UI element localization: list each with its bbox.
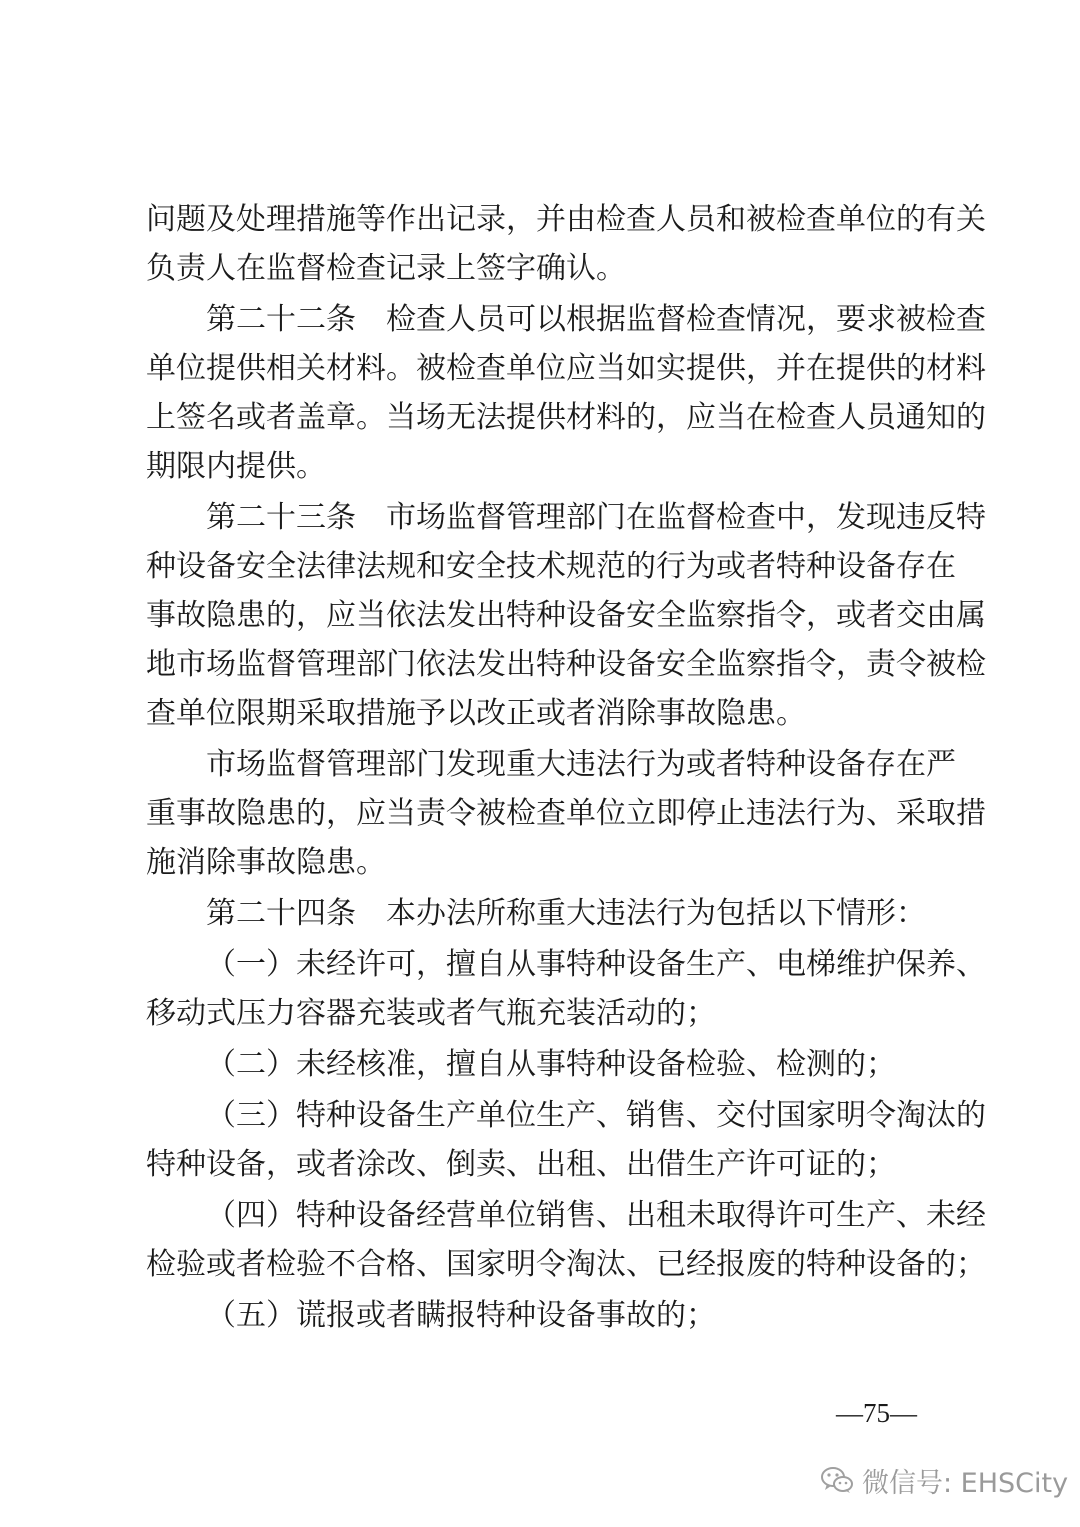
text-line: 重事故隐患的，应当责令被检查单位立即停止违法行为、采取措 xyxy=(146,796,986,831)
text-line: 施消除事故隐患。 xyxy=(146,845,386,880)
paragraph-start-line: 市场监督管理部门发现重大违法行为或者特种设备存在严 xyxy=(206,747,956,782)
article-heading-line: 第二十三条 市场监督管理部门在监督检查中，发现违反特 xyxy=(206,500,986,535)
watermark-text: 微信号: EHSCity xyxy=(862,1467,1069,1499)
text-line: 期限内提供。 xyxy=(146,449,326,484)
text-line: 问题及处理措施等作出记录，并由检查人员和被检查单位的有关 xyxy=(146,202,986,237)
list-item-line: （四）特种设备经营单位销售、出租未取得许可生产、未经 xyxy=(206,1198,986,1233)
text-line: 特种设备，或者涂改、倒卖、出租、出借生产许可证的； xyxy=(146,1147,896,1182)
text-line: 移动式压力容器充装或者气瓶充装活动的； xyxy=(146,996,716,1031)
text-line: 负责人在监督检查记录上签字确认。 xyxy=(146,251,626,286)
page-number: —75— xyxy=(836,1398,917,1428)
text-line: 上签名或者盖章。当场无法提供材料的，应当在检查人员通知的 xyxy=(146,400,986,435)
list-item-line: （二）未经核准，擅自从事特种设备检验、检测的； xyxy=(206,1047,896,1082)
list-item-line: （三）特种设备生产单位生产、销售、交付国家明令淘汰的 xyxy=(206,1098,986,1133)
text-line: 查单位限期采取措施予以改正或者消除事故隐患。 xyxy=(146,696,806,731)
list-item-line: （五）谎报或者瞒报特种设备事故的； xyxy=(206,1298,716,1333)
watermark xyxy=(820,1460,1068,1500)
article-heading-line: 第二十二条 检查人员可以根据监督检查情况，要求被检查 xyxy=(206,302,986,337)
text-line: 单位提供相关材料。被检查单位应当如实提供，并在提供的材料 xyxy=(146,351,986,386)
wechat-icon xyxy=(820,1465,854,1495)
list-item-line: （一）未经许可，擅自从事特种设备生产、电梯维护保养、 xyxy=(206,947,986,982)
text-line: 事故隐患的，应当依法发出特种设备安全监察指令，或者交由属 xyxy=(146,598,986,633)
article-heading-line: 第二十四条 本办法所称重大违法行为包括以下情形： xyxy=(206,896,926,931)
text-line: 检验或者检验不合格、国家明令淘汰、已经报废的特种设备的； xyxy=(146,1247,986,1282)
text-line: 地市场监督管理部门依法发出特种设备安全监察指令，责令被检 xyxy=(146,647,986,682)
text-line: 种设备安全法律法规和安全技术规范的行为或者特种设备存在 xyxy=(146,549,956,584)
